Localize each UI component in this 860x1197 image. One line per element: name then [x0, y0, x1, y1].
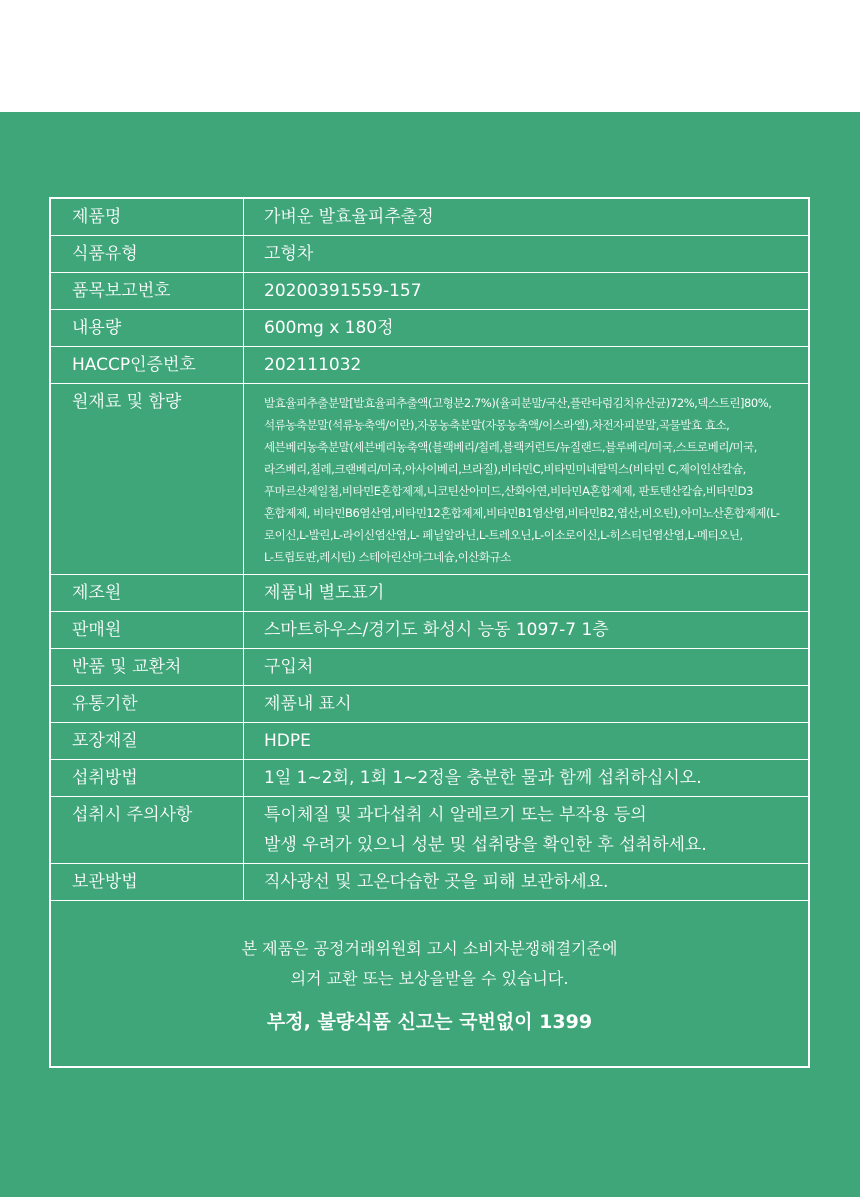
label-storage: 보관방법 [51, 864, 244, 901]
top-blank-area [0, 0, 860, 112]
label-expiry: 유통기한 [51, 686, 244, 723]
label-product-name: 제품명 [51, 199, 244, 236]
label-manufacturer: 제조원 [51, 575, 244, 612]
notice-line-1: 본 제품은 공정거래위원회 고시 소비자분쟁해결기준에 [241, 939, 618, 958]
notice-line-2: 의거 교환 또는 보상을받을 수 있습니다. [290, 969, 569, 988]
value-ingredients [244, 384, 809, 575]
row-intake-method [51, 760, 808, 797]
ingredients-line: 푸마르산제일철,비타민E혼합제제,니코틴산아미드,산화아연,비타민A혼합제제, 판토텐산칼슘,비타민D3 [264, 484, 753, 498]
row-haccp [51, 347, 808, 384]
value-storage: 직사광선 및 고온다습한 곳을 피해 보관하세요. [244, 864, 809, 901]
consumer-notice [51, 934, 808, 1036]
label-seller: 판매원 [51, 612, 244, 649]
value-expiry: 제품내 표시 [244, 686, 809, 723]
value-returns: 구입처 [244, 649, 809, 686]
value-product-name: 가벼운 발효율피추출정 [244, 199, 809, 236]
value-precautions [244, 797, 809, 864]
value-contents: 600mg x 180정 [244, 310, 809, 347]
precautions-line: 발생 우려가 있으니 성분 및 섭취량을 확인한 후 섭취하세요. [264, 835, 707, 855]
ingredients-line: 라즈베리,칠레,크랜베리/미국,아사이베리,브라질),비타민C,비타민미네랄믹스(비타민 C,제이인산칼슘, [264, 462, 746, 476]
row-expiry [51, 686, 808, 723]
ingredients-line: 혼합제제, 비타민B6염산염,비타민12혼합제제,비타민B1염산염,비타민B2,엽산,비오틴),아미노산혼합제제(L- [264, 506, 780, 520]
ingredients-line: 로이신,L-발린,L-라이신염산염,L- 페닐알라닌,L-트레오닌,L-이소로이신,L-히스티딘염산염,L-메티오닌, [264, 528, 743, 542]
ingredients-line: 세븐베리농축분말(세븐베리농축액(블랙베리/칠레,블랙커런트/뉴질랜드,블루베리/미국,스트로베리/미국, [264, 440, 757, 454]
value-food-type: 고형차 [244, 236, 809, 273]
value-packaging: HDPE [244, 723, 809, 760]
row-seller [51, 612, 808, 649]
value-intake-method: 1일 1~2회, 1회 1~2정을 충분한 물과 함께 섭취하십시오. [244, 760, 809, 797]
row-returns [51, 649, 808, 686]
label-ingredients: 원재료 및 함량 [51, 384, 244, 575]
label-intake-method: 섭취방법 [51, 760, 244, 797]
row-manufacturer [51, 575, 808, 612]
label-precautions: 섭취시 주의사항 [51, 797, 244, 864]
report-hotline: 부정, 불량식품 신고는 국번없이 1399 [266, 1011, 593, 1033]
row-food-type [51, 236, 808, 273]
label-contents: 내용량 [51, 310, 244, 347]
value-report-number: 20200391559-157 [244, 273, 809, 310]
row-precautions [51, 797, 808, 864]
row-storage [51, 864, 808, 901]
product-info-table [51, 199, 808, 901]
row-ingredients [51, 384, 808, 575]
ingredients-line: 석류농축분말(석류농축액/이란),자몽농축분말(자몽농축액/이스라엘),차전자피분말,곡물발효 효소, [264, 418, 730, 432]
ingredients-line: 발효율피추출분말[발효율피추출액(고형분2.7%)(율피분말/국산,플란타럼김치유산균)72%,덱스트린]80%, [264, 396, 772, 410]
value-haccp: 202111032 [244, 347, 809, 384]
row-contents [51, 310, 808, 347]
value-seller: 스마트하우스/경기도 화성시 능동 1097-7 1층 [244, 612, 809, 649]
ingredients-line: L-트립토판,레시틴) 스테아린산마그네슘,이산화규소 [264, 550, 511, 564]
label-food-type: 식품유형 [51, 236, 244, 273]
row-report-number [51, 273, 808, 310]
value-manufacturer: 제품내 별도표기 [244, 575, 809, 612]
row-packaging [51, 723, 808, 760]
label-haccp: HACCP인증번호 [51, 347, 244, 384]
row-product-name [51, 199, 808, 236]
label-returns: 반품 및 교환처 [51, 649, 244, 686]
label-packaging: 포장재질 [51, 723, 244, 760]
precautions-line: 특이체질 및 과다섭취 시 알레르기 또는 부작용 등의 [264, 805, 647, 825]
label-report-number: 품목보고번호 [51, 273, 244, 310]
product-info-box [49, 197, 810, 1068]
